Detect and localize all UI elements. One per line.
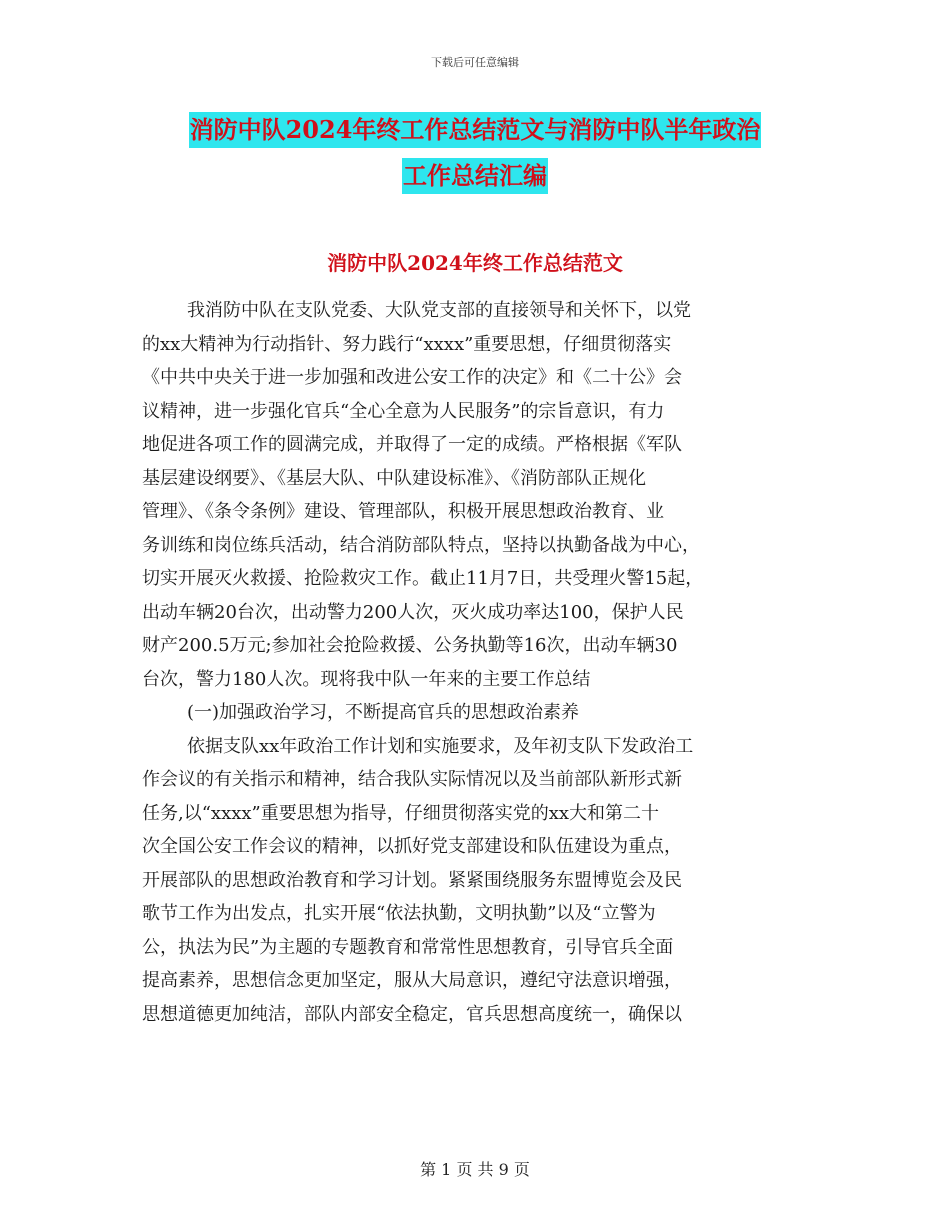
body-line: 依据支队xx年政治工作计划和实施要求，及年初支队下发政治工 <box>187 735 694 757</box>
body-line: 务训练和岗位练兵活动，结合消防部队特点，坚持以执勤备战为中心， <box>142 534 700 556</box>
body-line: 的xx大精神为行动指针、努力践行“xxxx”重要思想，仔细贯彻落实 <box>142 333 672 355</box>
body-line: 公，执法为民”为主题的专题教育和常常性思想教育，引导官兵全面 <box>142 936 674 958</box>
body-line: 提高素养，思想信念更加坚定，服从大局意识，遵纪守法意识增强， <box>142 970 682 991</box>
title-line-1: 消防中队2024年终工作总结范文与消防中队半年政治 <box>189 112 762 148</box>
body-line: 作会议的有关指示和精神，结合我队实际情况以及当前部队新形式新 <box>142 769 682 790</box>
body-text <box>142 294 822 1031</box>
body-line: 歌节工作为出发点，扎实开展“依法执勤，文明执勤”以及“立警为 <box>142 903 656 924</box>
body-line: 切实开展灭火救援、抢险救灾工作。截止11月7日，共受理火警15起， <box>142 568 704 589</box>
body-line: 次全国公安工作会议的精神，以抓好党支部建设和队伍建设为重点， <box>142 836 682 857</box>
page-footer: 第 1 页 共 9 页 <box>420 1160 530 1179</box>
title-line-2: 工作总结汇编 <box>402 158 548 194</box>
body-line: 基层建设纲要》、《基层大队、中队建设标准》、《消防部队正规化 <box>142 467 646 489</box>
body-line: 议精神，进一步强化官兵“全心全意为人民服务”的宗旨意识，有力 <box>142 400 665 422</box>
body-line: 台次，警力180人次。现将我中队一年来的主要工作总结 <box>142 668 591 690</box>
body-line: 出动车辆20台次，出动警力200人次，灭火成功率达100，保护人民 <box>142 601 684 623</box>
body-line: 开展部队的思想政治教育和学习计划。紧紧围绕服务东盟博览会及民 <box>142 869 682 891</box>
body-line: 任务,以“xxxx”重要思想为指导，仔细贯彻落实党的xx大和第二十 <box>142 802 660 824</box>
body-line: 思想道德更加纯洁，部队内部安全稳定，官兵思想高度统一，确保以 <box>142 1003 682 1025</box>
body-line: 财产200.5万元;参加社会抢险救援、公务执勤等16次，出动车辆30 <box>142 635 678 656</box>
body-line: 《中共中央关于进一步加强和改进公安工作的决定》和《二十公》会 <box>142 367 682 388</box>
body-line: (一)加强政治学习，不断提高官兵的思想政治素养 <box>187 702 580 723</box>
body-line: 管理》、《条令条例》建设、管理部队，积极开展思想政治教育、业 <box>142 501 664 522</box>
section-subtitle: 消防中队2024年终工作总结范文 <box>327 251 623 275</box>
header-note: 下载后可任意编辑 <box>431 56 519 69</box>
document-title <box>0 112 950 204</box>
body-line: 我消防中队在支队党委、大队党支部的直接领导和关怀下，以党 <box>187 300 691 321</box>
body-line: 地促进各项工作的圆满完成，并取得了一定的成绩。严格根据《军队 <box>142 434 682 455</box>
